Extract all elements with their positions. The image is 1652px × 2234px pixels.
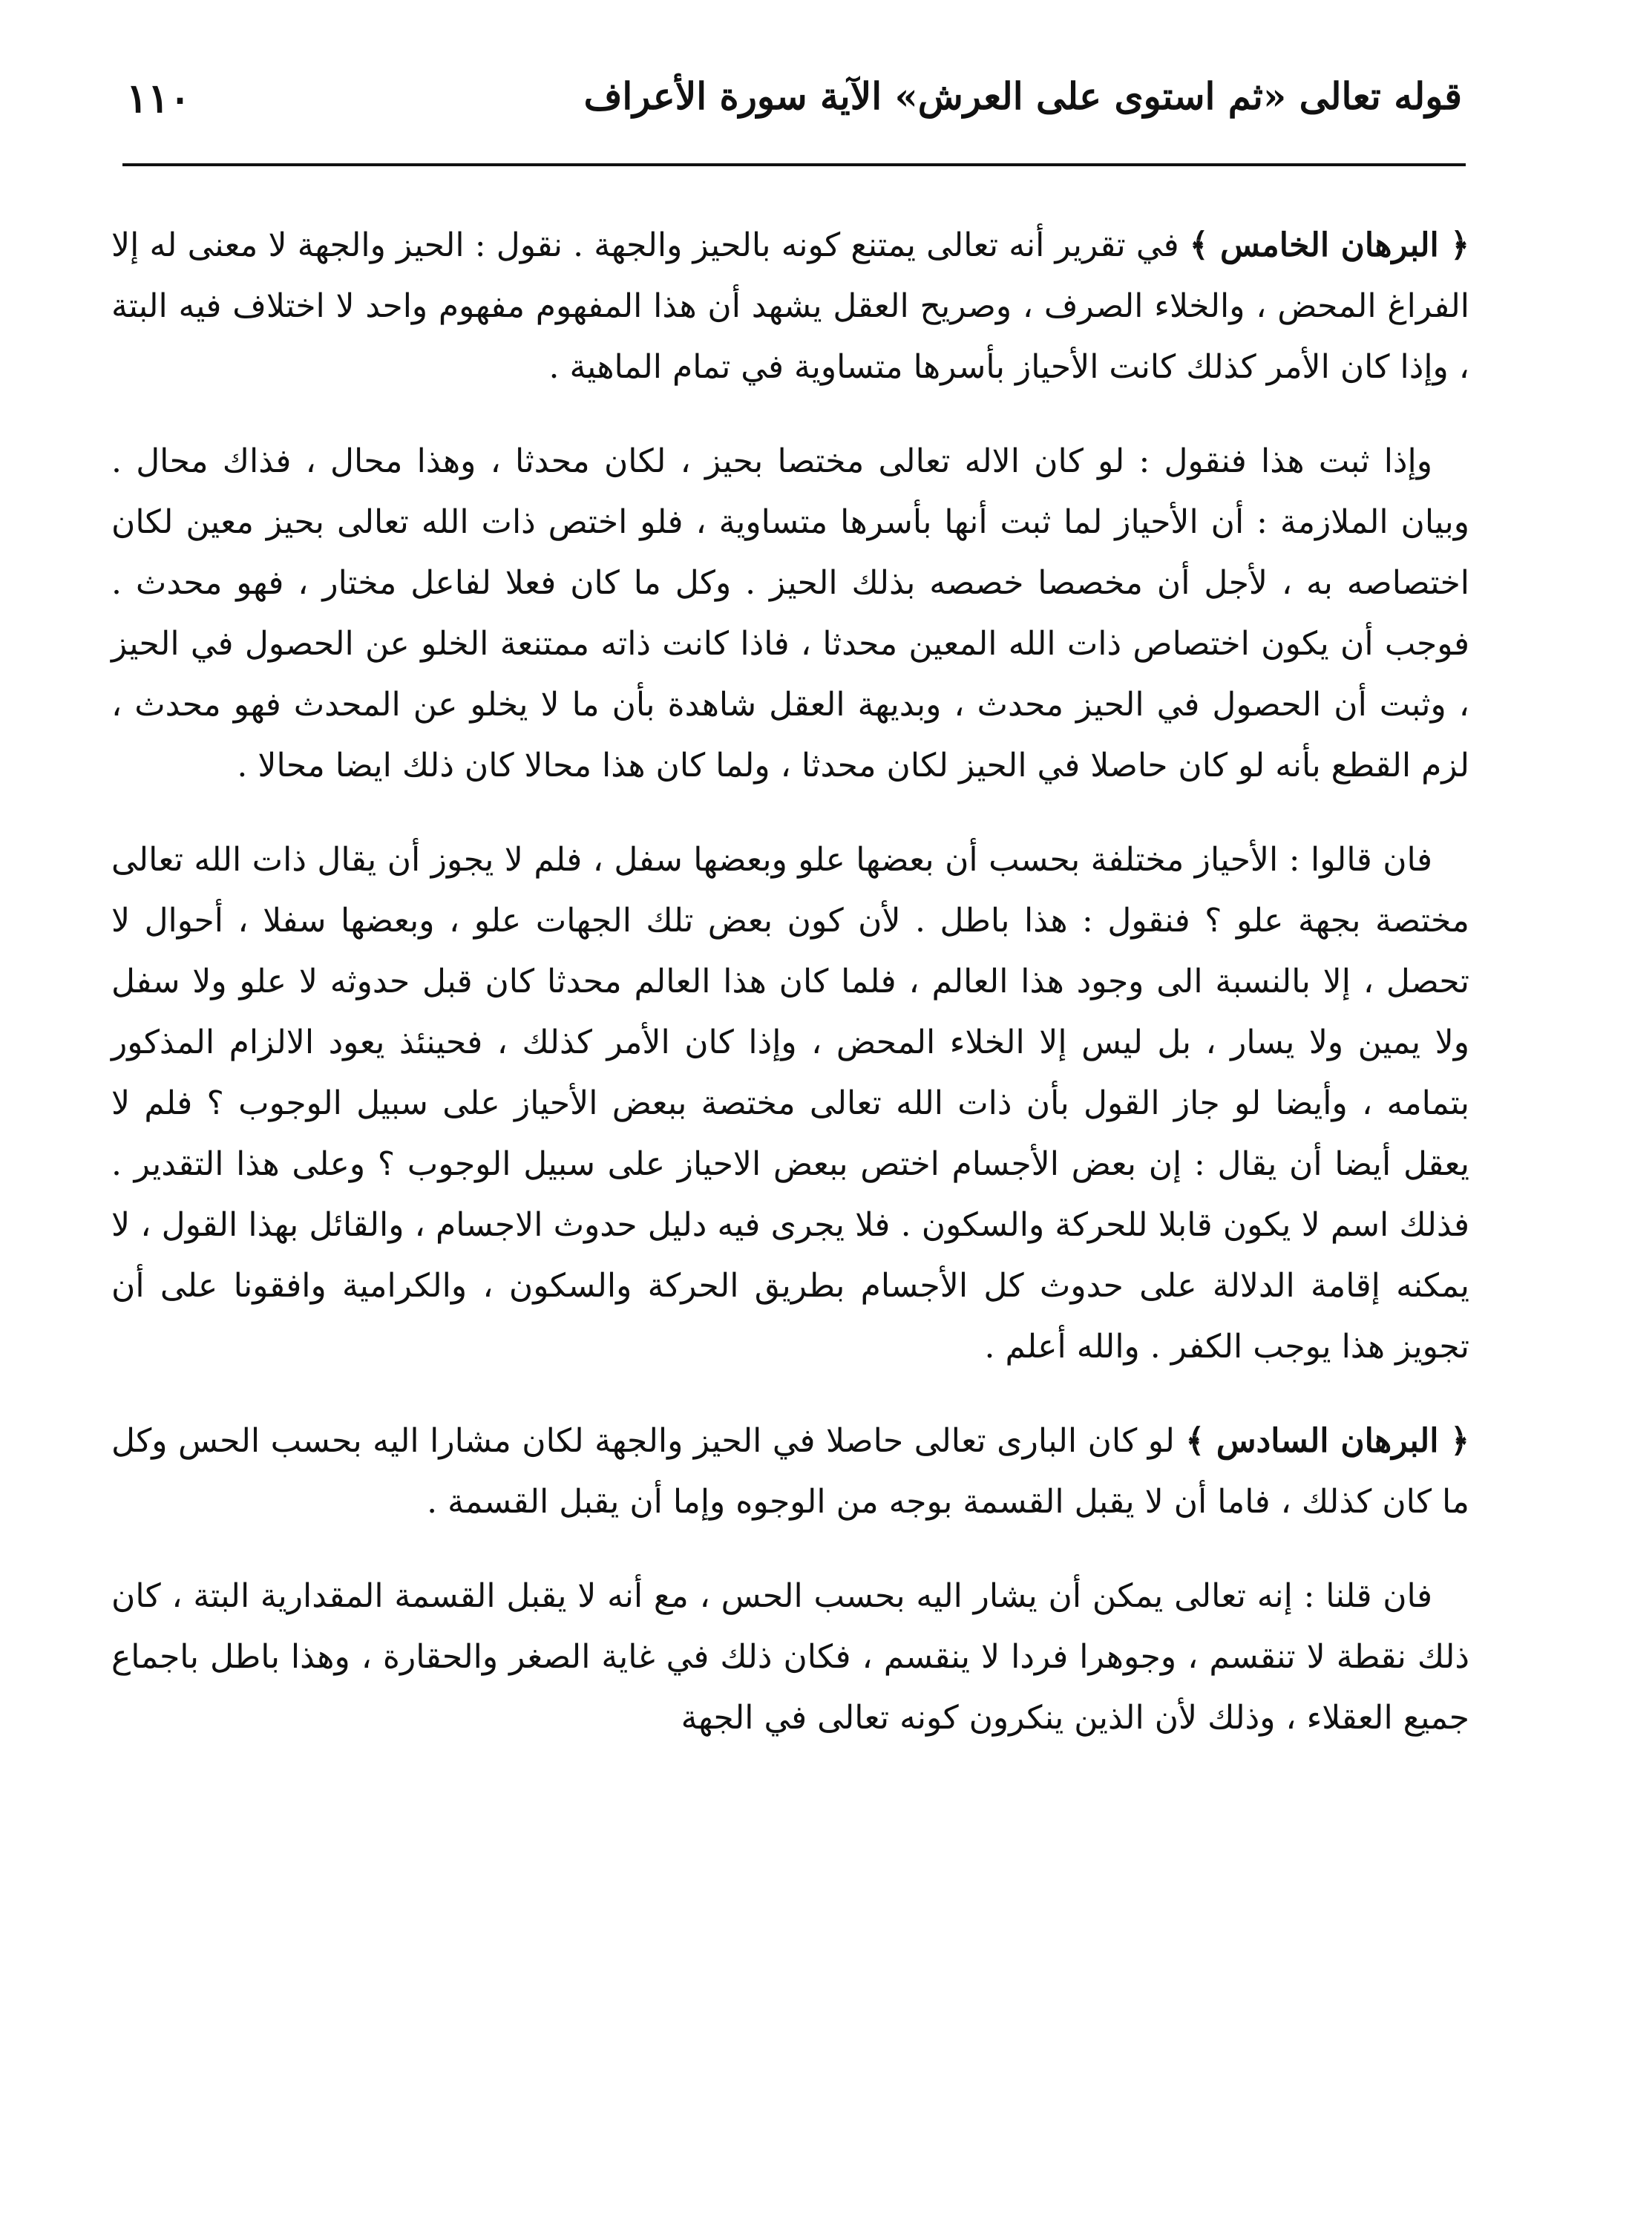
paragraph-text: وإذا ثبت هذا فنقول : لو كان الاله تعالى مختصا بحيز ، لكان محدثا ، وهذا محال ، فذاك محال . وبيان الملازمة : أن الأحياز لما ثبت أنها بأسرها متساوية ، فلو اختص ذات الله تعالى بحيز معين لكان اختصاصه به ، لأجل أن مخصصا خصصه بذلك الحيز . وكل ما كان فعلا لفاعل مختار ، فهو محدث . فوجب أن يكون اختصاص ذات الله المعين محدثا ، فاذا كانت ذاته ممتنعة الخلو عن الحصول في الحيز ، وثبت أن الحصول في الحيز محدث ، وبديهة العقل شاهدة بأن ما لا يخلو عن المحدث فهو محدث ، لزم القطع بأنه لو كان حاصلا في الحيز لكان محدثا ، ولما كان هذا محالا كان ذلك ايضا محالا .: [111, 442, 1470, 784]
running-head: [126, 74, 1462, 134]
paragraph: [111, 1566, 1469, 1749]
page-number: ١١٠: [126, 74, 191, 122]
paragraph-text: فان قلنا : إنه تعالى يمكن أن يشار اليه بحسب الحس ، مع أنه لا يقبل القسمة المقدارية البتة ، كان ذلك نقطة لا تنقسم ، وجوهرا فردا لا ينقسم ، فكان ذلك في غاية الصغر والحقارة ، وهذا باطل باجماع جميع العقلاء ، وذلك لأن الذين ينكرون كونه تعالى في الجهة: [111, 1577, 1469, 1737]
paragraph-text: فان قالوا : الأحياز مختلفة بحسب أن بعضها علو وبعضها سفل ، فلم لا يجوز أن يقال ذات الله تعالى مختصة بجهة علو ؟ فنقول : هذا باطل . لأن كون بعض تلك الجهات علو ، وبعضها سفلا ، أحوال لا تحصل ، إلا بالنسبة الى وجود هذا العالم ، فلما كان هذا العالم محدثا كان قبل حدوثه لا علو ولا سفل ولا يمين ولا يسار ، بل ليس إلا الخلاء المحض ، وإذا كان الأمر كذلك ، فحينئذ يعود الالزام المذكور بتمامه ، وأيضا لو جاز القول بأن ذات الله تعالى مختصة ببعض الأحياز على سبيل الوجوب ؟ فلم لا يعقل أيضا أن يقال : إن بعض الأجسام اختص ببعض الاحياز على سبيل الوجوب ؟ وعلى هذا التقدير . فذلك اسم لا يكون قابلا للحركة والسكون . فلا يجرى فيه دليل حدوث الاجسام ، والقائل بهذا القول ، لا يمكنه إقامة الدلالة على حدوث كل الأجسام بطريق الحركة والسكون ، والكرامية وافقونا على أن تجويز هذا يوجب الكفر . والله أعلم .: [111, 841, 1469, 1366]
running-head-title: قوله تعالى «ثم استوى على العرش» الآية سورة الأعراف: [583, 74, 1462, 118]
section-title-sixth-proof: ﴿ البرهان السادس ﴾: [1185, 1422, 1470, 1460]
paragraph-text: لو كان البارى تعالى حاصلا في الحيز والجهة لكان مشارا اليه بحسب الحس وكل ما كان كذلك ، فاما أن لا يقبل القسمة بوجه من الوجوه وإما أن يقبل القسمة .: [111, 1422, 1469, 1521]
paragraph-sixth-proof: [111, 1411, 1469, 1533]
paragraph-text: في تقرير أنه تعالى يمتنع كونه بالحيز والجهة . نقول : الحيز والجهة لا معنى له إلا الفراغ المحض ، والخلاء الصرف ، وصريح العقل يشهد أن هذا المفهوم مفهوم واحد لا اختلاف فيه البتة ، وإذا كان الأمر كذلك كانت الأحياز بأسرها متساوية في تمام الماهية .: [111, 226, 1469, 386]
paragraph-fifth-proof: [111, 215, 1469, 398]
page-body: [111, 215, 1469, 1782]
header-rule: [122, 163, 1466, 166]
paragraph: [111, 830, 1469, 1378]
section-title-fifth-proof: ﴿ البرهان الخامس ﴾: [1189, 226, 1469, 264]
paragraph: [111, 431, 1469, 796]
